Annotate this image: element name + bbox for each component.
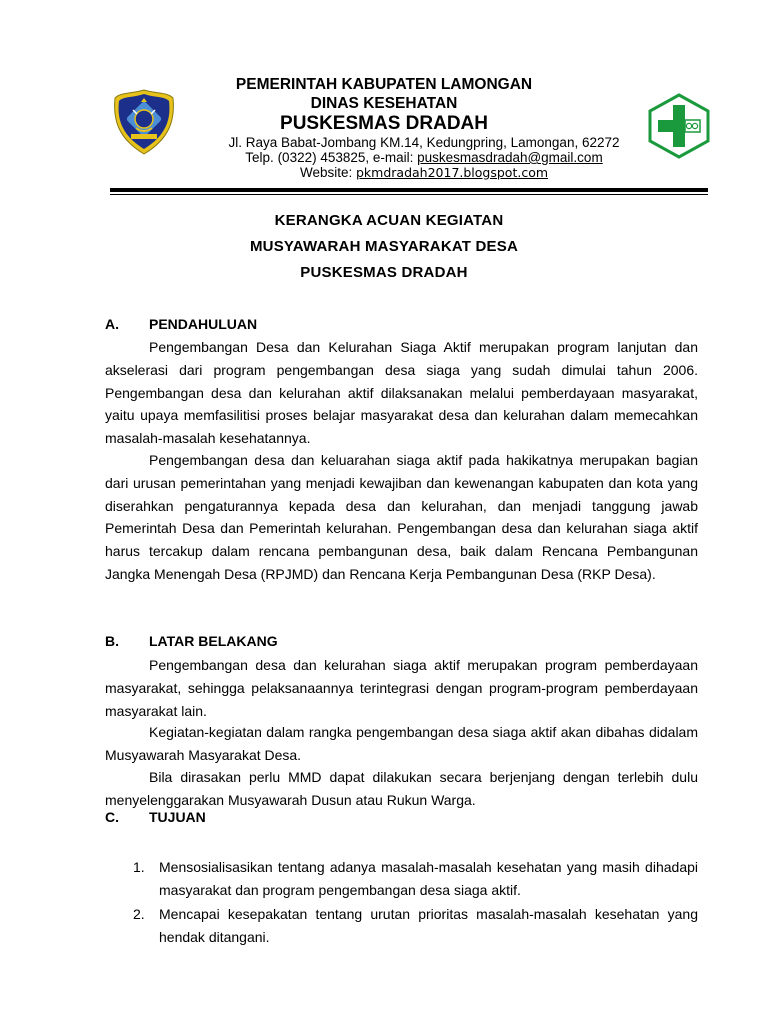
header-address: Jl. Raya Babat-Jombang KM.14, Kedungpring, Lamongan, 62272 [228, 135, 620, 150]
list-item-number: 2. [133, 906, 145, 922]
section-a-paragraph-1 [105, 336, 698, 450]
header-department: DINAS KESEHATAN [310, 95, 458, 112]
section-c-letter: C. [105, 809, 119, 825]
document-title-line2: MUSYAWARAH MASYARAKAT DESA [249, 238, 518, 255]
list-item-text: Mensosialisasikan tentang adanya masalah-masalah kesehatan yang masih dihadapi masyarakat dan program pengembangan desa siaga aktif. [159, 859, 698, 898]
section-a-paragraph-1-text: Pengembangan Desa dan Kelurahan Siaga Aktif merupakan program lanjutan dan akselerasi dari program pengembangan desa siaga yang sudah dimulai tahun 2006. Pengembangan desa dan kelurahan aktif dilaksanakan melalui pemberdayaan masyarakat, yaitu upaya memfasilitisi proses belajar masyarakat desa dan kelurahan dalam memecahkan masalah-masalah kesehatannya. [105, 339, 698, 447]
letterhead [0, 0, 768, 200]
section-a-paragraph-2 [105, 449, 698, 586]
section-b-letter: B. [105, 633, 119, 649]
section-c-title: TUJUAN [149, 809, 206, 825]
section-a-title: PENDAHULUAN [149, 316, 258, 332]
list-item [133, 903, 698, 949]
letterhead-divider-thin [110, 194, 708, 195]
section-b-title: LATAR BELAKANG [149, 633, 278, 649]
section-a-paragraph-2-text: Pengembangan desa dan keluarahan siaga aktif pada hakikatnya merupakan bagian dari urusan pemerintahan yang menjadi kewajiban dan kewenangan kabupaten dan kota yang diserahkan pengaturannya kepada desa dan kelurahan, dan menjadi tanggung jawab Pemerintah Desa dan Pemerintah kelurahan. Pengembangan desa dan kelurahan siaga aktif harus tercakup dalam rencana pembangunan desa, baik dalam Rencana Pembangunan Jangka Menengah Desa (RPJMD) dan Rencana Kerja Pembangunan Desa (RKP Desa). [105, 452, 698, 582]
section-b-paragraph-3 [105, 766, 698, 812]
letterhead-divider-thick [110, 188, 708, 192]
header-website [40, 165, 768, 180]
list-item-number: 1. [133, 859, 145, 875]
section-b-paragraph-2-text: Kegiatan-kegiatan dalam rangka pengembangan desa siaga aktif akan dibahas didalam Musyawarah Masyarakat Desa. [105, 724, 698, 763]
section-a-letter: A. [105, 316, 119, 332]
phone-text: Telp. (0322) 453825, e-mail: [245, 150, 418, 165]
email-link[interactable]: puskesmasdradah@gmail.com [417, 150, 603, 165]
website-link[interactable]: pkmdradah2017.blogspot.com [355, 165, 549, 180]
header-institution: PUSKESMAS DRADAH [280, 113, 488, 134]
section-b-paragraph-2 [105, 721, 698, 767]
section-b-paragraph-3-text: Bila dirasakan perlu MMD dapat dilakukan secara berjenjang dengan terlebih dulu menyelenggarakan Musyawarah Dusun atau Rukun Warga. [105, 769, 698, 808]
section-b-paragraph-1 [105, 654, 698, 722]
header-government: PEMERINTAH KABUPATEN LAMONGAN [235, 76, 533, 93]
section-b-paragraph-1-text: Pengembangan desa dan kelurahan siaga aktif merupakan program pemberdayaan masyarakat, sehingga pelaksanaannya terintegrasi dengan program-program pemberdayaan masyarakat lain. [105, 657, 698, 719]
puskesmas-logo-icon [646, 93, 712, 159]
document-title-line3: PUSKESMAS DRADAH [300, 264, 468, 281]
website-label: Website: [299, 165, 356, 180]
document-title-line1: KERANGKA ACUAN KEGIATAN [274, 212, 504, 229]
list-item-text: Mencapai kesepakatan tentang urutan prioritas masalah-masalah kesehatan yang hendak ditangani. [159, 906, 698, 945]
list-item [133, 856, 698, 902]
